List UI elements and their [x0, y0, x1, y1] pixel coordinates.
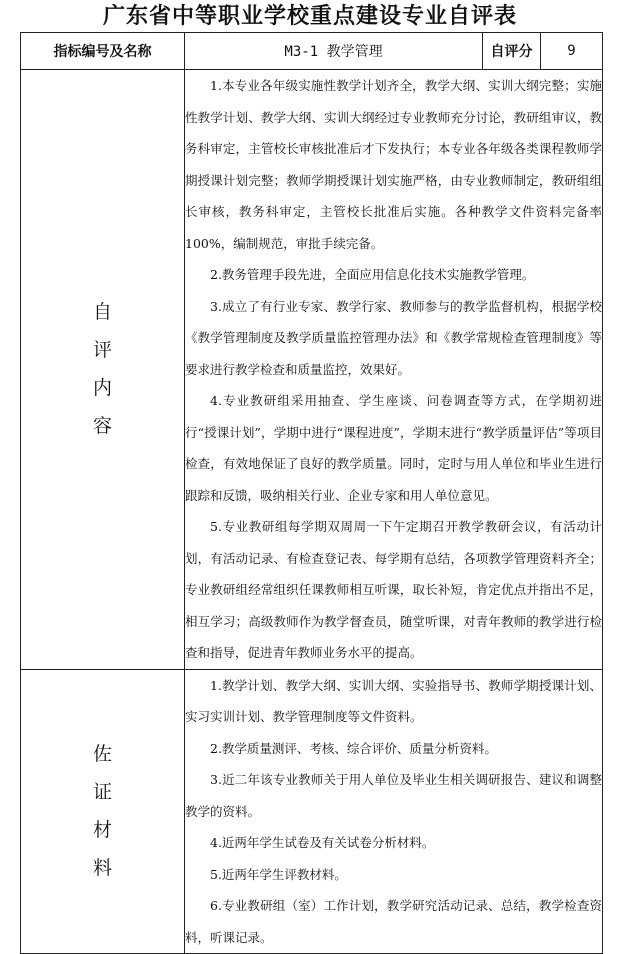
self-evaluation-row [21, 70, 603, 670]
evaluation-form-table [20, 32, 603, 954]
evidence-paragraph: 5.近两年学生评教材料。 [210, 866, 347, 882]
evidence-label [21, 669, 185, 954]
label-char: 佐 [92, 743, 112, 766]
label-char: 自 [92, 301, 112, 324]
label-char: 评 [92, 339, 112, 362]
evidence-paragraph: 3.近二年该专业教师关于用人单位及毕业生相关调研报告、建议和调整教学的资料。 [185, 772, 602, 819]
self-evaluation-paragraph: 1.本专业各年级实施性教学计划齐全，教学大纲、实训大纲完整；实施性教学计划、教学大纲、实训大纲经过专业教师充分讨论，教研组审议，教务科审定，主管校长审核批准后才下发执行；本专业各年级各类课程教师学期授课计划完整；教师学期授课计划实施严格，由专业教师制定，教研组组长审核，教务科审定，主管校长批准后实施。各种教学文件资料完备率100%，编制规范，审批手续完备。 [185, 78, 602, 251]
label-char: 证 [92, 781, 112, 804]
self-evaluation-paragraph: 2.教务管理手段先进，全面应用信息化技术实施教学管理。 [210, 267, 535, 282]
page-title: 广东省中等职业学校重点建设专业自评表 [102, 4, 517, 29]
evidence-paragraph: 6.专业教研组（室）工作计划，教学研究活动记录、总结，教学检查资料，听课记录。 [185, 898, 602, 945]
evidence-paragraph: 1.教学计划、教学大纲、实训大纲、实验指导书、教师学期授课计划、实习实训计划、教学管理制度等文件资料。 [185, 677, 602, 724]
evidence-paragraph: 4.近两年学生试卷及有关试卷分析材料。 [210, 835, 435, 850]
label-char: 材 [92, 819, 112, 842]
indicator-value: M3-1 教学管理 [185, 33, 483, 70]
score-value: 9 [541, 33, 603, 70]
self-evaluation-paragraph: 5.专业教研组每学期双周周一下午定期召开教学教研会议，有活动计划，有活动记录、有检查登记表、每学期有总结，各项教学管理资料齐全；专业教研组经常组织任课教师相互听课，取长补短，肯定优点并指出不足，相互学习；高级教师作为教学督查员，随堂听课，对青年教师的教学进行检查和指导，促进青年教师业务水平的提高。 [185, 519, 602, 660]
evidence-paragraph: 2.教学质量测评、考核、综合评价、质量分析资料。 [210, 740, 497, 756]
self-evaluation-label [21, 70, 185, 670]
score-label: 自评分 [483, 33, 541, 70]
self-evaluation-paragraph: 3.成立了有行业专家、教学行家、教师参与的教学监督机构，根据学校《教学管理制度及教学质量监控管理办法》和《教学常规检查管理制度》等要求进行教学检查和质量监控，效果好。 [185, 298, 602, 377]
label-char: 容 [92, 415, 112, 438]
self-evaluation-paragraph: 4.专业教研组采用抽查、学生座谈、问卷调查等方式，在学期初进行“授课计划”，学期中进行“课程进度”，学期末进行“教学质量评估”等项目检查，有效地保证了良好的教学质量。同时，定时与用人单位和毕业生进行跟踪和反馈，吸纳相关行业、企业专家和用人单位意见。 [185, 393, 602, 503]
indicator-label: 指标编号及名称 [21, 33, 185, 70]
label-char: 内 [92, 377, 112, 400]
self-evaluation-content [185, 70, 603, 670]
evidence-content [185, 669, 603, 954]
evidence-row [21, 669, 603, 954]
header-row [21, 33, 603, 70]
label-char: 料 [92, 857, 112, 880]
